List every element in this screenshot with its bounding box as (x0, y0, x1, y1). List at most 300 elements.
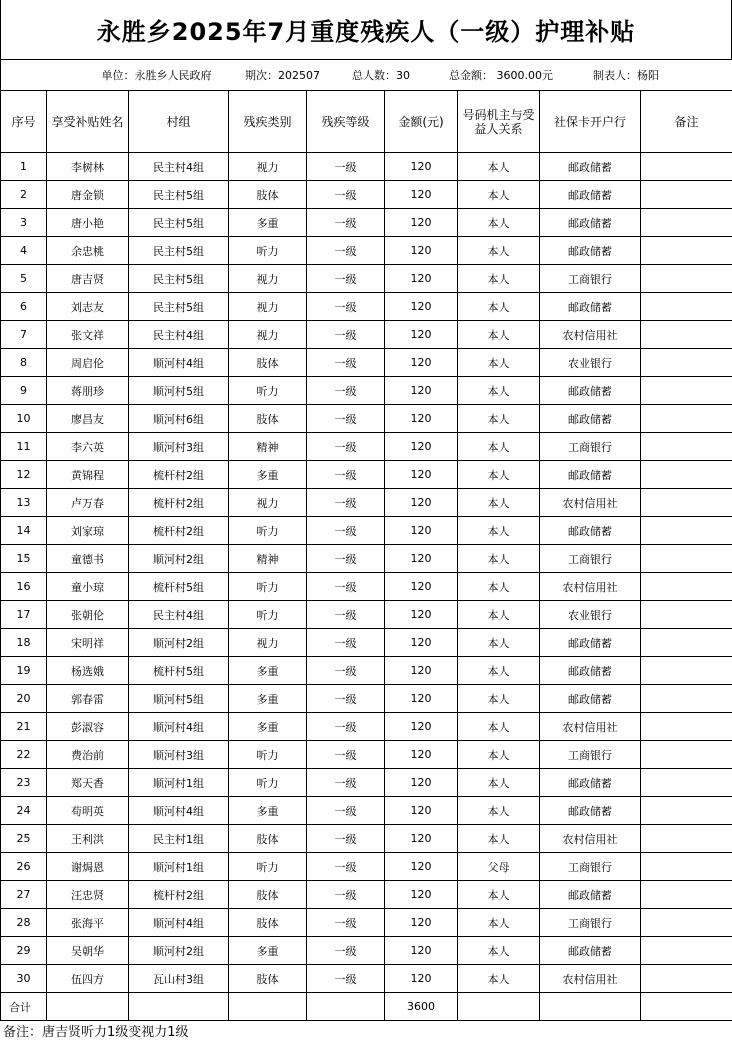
cell-name: 刘志友 (47, 293, 129, 321)
cell-disability-type: 听力 (229, 517, 307, 545)
cell-disability-level: 一级 (307, 657, 385, 685)
cell-village: 顺河村4组 (129, 797, 229, 825)
cell-disability-level: 一级 (307, 265, 385, 293)
cell-disability-type: 听力 (229, 741, 307, 769)
cell-index: 27 (1, 881, 47, 909)
cell-disability-type: 听力 (229, 601, 307, 629)
cell-disability-level: 一级 (307, 181, 385, 209)
cell-remark (641, 433, 732, 461)
cell-amount: 120 (385, 937, 458, 965)
cell-relation: 本人 (458, 769, 540, 797)
total-label: 合计 (1, 993, 47, 1021)
cell-index: 28 (1, 909, 47, 937)
col-header-index: 序号 (1, 91, 47, 153)
cell-relation: 本人 (458, 909, 540, 937)
cell-remark (641, 853, 732, 881)
cell-relation: 本人 (458, 713, 540, 741)
cell-bank: 邮政储蓄 (540, 881, 641, 909)
cell-village: 顺河村4组 (129, 349, 229, 377)
empty-cell (129, 993, 229, 1021)
cell-amount: 120 (385, 769, 458, 797)
cell-disability-level: 一级 (307, 433, 385, 461)
cell-relation: 本人 (458, 433, 540, 461)
empty-cell (458, 993, 540, 1021)
cell-relation: 本人 (458, 209, 540, 237)
cell-bank: 邮政储蓄 (540, 293, 641, 321)
empty-cell (47, 993, 129, 1021)
cell-remark (641, 797, 732, 825)
cell-relation: 本人 (458, 181, 540, 209)
table-row (1, 517, 732, 545)
table-row (1, 629, 732, 657)
cell-disability-type: 多重 (229, 685, 307, 713)
cell-index: 19 (1, 657, 47, 685)
cell-remark (641, 601, 732, 629)
cell-amount: 120 (385, 153, 458, 181)
cell-bank: 邮政储蓄 (540, 629, 641, 657)
cell-disability-type: 肢体 (229, 881, 307, 909)
cell-amount: 120 (385, 321, 458, 349)
cell-bank: 工商银行 (540, 741, 641, 769)
cell-bank: 邮政储蓄 (540, 657, 641, 685)
cell-disability-type: 精神 (229, 433, 307, 461)
table-row (1, 797, 732, 825)
cell-amount: 120 (385, 741, 458, 769)
cell-name: 廖昌友 (47, 405, 129, 433)
cell-name: 刘家琼 (47, 517, 129, 545)
cell-index: 20 (1, 685, 47, 713)
cell-remark (641, 937, 732, 965)
cell-disability-level: 一级 (307, 349, 385, 377)
cell-disability-type: 肢体 (229, 181, 307, 209)
info-row (1, 60, 732, 91)
cell-relation: 本人 (458, 601, 540, 629)
cell-disability-level: 一级 (307, 545, 385, 573)
cell-bank: 邮政储蓄 (540, 153, 641, 181)
cell-index: 4 (1, 237, 47, 265)
cell-village: 梳杆村2组 (129, 489, 229, 517)
cell-index: 2 (1, 181, 47, 209)
table-row (1, 489, 732, 517)
table-row (1, 377, 732, 405)
cell-relation: 本人 (458, 797, 540, 825)
table-row (1, 965, 732, 993)
cell-amount: 120 (385, 181, 458, 209)
cell-remark (641, 321, 732, 349)
cell-disability-type: 多重 (229, 657, 307, 685)
cell-remark (641, 545, 732, 573)
cell-name: 张文祥 (47, 321, 129, 349)
cell-amount: 120 (385, 349, 458, 377)
cell-village: 梳杆村2组 (129, 461, 229, 489)
cell-relation: 本人 (458, 517, 540, 545)
cell-disability-type: 肢体 (229, 909, 307, 937)
cell-disability-level: 一级 (307, 853, 385, 881)
cell-village: 民主村4组 (129, 153, 229, 181)
cell-name: 李六英 (47, 433, 129, 461)
cell-amount: 120 (385, 461, 458, 489)
cell-index: 24 (1, 797, 47, 825)
cell-bank: 邮政储蓄 (540, 461, 641, 489)
table-row (1, 433, 732, 461)
cell-relation: 本人 (458, 825, 540, 853)
cell-village: 瓦山村3组 (129, 965, 229, 993)
cell-village: 顺河村2组 (129, 545, 229, 573)
cell-disability-type: 听力 (229, 377, 307, 405)
cell-village: 顺河村6组 (129, 405, 229, 433)
cell-village: 顺河村1组 (129, 853, 229, 881)
cell-relation: 本人 (458, 489, 540, 517)
cell-index: 15 (1, 545, 47, 573)
cell-remark (641, 489, 732, 517)
cell-name: 伍四方 (47, 965, 129, 993)
cell-relation: 本人 (458, 741, 540, 769)
cell-remark (641, 741, 732, 769)
cell-name: 黄锦程 (47, 461, 129, 489)
cell-disability-type: 肢体 (229, 965, 307, 993)
table-row (1, 545, 732, 573)
cell-disability-level: 一级 (307, 321, 385, 349)
cell-bank: 工商银行 (540, 433, 641, 461)
cell-relation: 本人 (458, 405, 540, 433)
cell-amount: 120 (385, 713, 458, 741)
header-row (1, 91, 732, 153)
cell-disability-level: 一级 (307, 965, 385, 993)
cell-index: 29 (1, 937, 47, 965)
cell-bank: 邮政储蓄 (540, 937, 641, 965)
cell-remark (641, 573, 732, 601)
info-unit: 单位：永胜乡人民政府 (101, 69, 212, 82)
cell-remark (641, 965, 732, 993)
cell-index: 8 (1, 349, 47, 377)
cell-index: 17 (1, 601, 47, 629)
cell-amount: 120 (385, 685, 458, 713)
cell-remark (641, 181, 732, 209)
cell-village: 梳杆村2组 (129, 517, 229, 545)
cell-name: 童小琼 (47, 573, 129, 601)
cell-remark (641, 629, 732, 657)
cell-relation: 本人 (458, 321, 540, 349)
cell-village: 民主村5组 (129, 181, 229, 209)
cell-remark (641, 713, 732, 741)
cell-village: 梳杆村2组 (129, 881, 229, 909)
cell-index: 16 (1, 573, 47, 601)
table-row (1, 181, 732, 209)
cell-name: 张朝伦 (47, 601, 129, 629)
cell-index: 11 (1, 433, 47, 461)
cell-amount: 120 (385, 265, 458, 293)
cell-village: 顺河村4组 (129, 713, 229, 741)
cell-village: 民主村1组 (129, 825, 229, 853)
table-row (1, 741, 732, 769)
cell-amount: 120 (385, 209, 458, 237)
cell-disability-type: 肢体 (229, 405, 307, 433)
cell-remark (641, 349, 732, 377)
cell-remark (641, 825, 732, 853)
cell-disability-type: 精神 (229, 545, 307, 573)
cell-index: 21 (1, 713, 47, 741)
cell-remark (641, 405, 732, 433)
table-row (1, 853, 732, 881)
cell-name: 周启伦 (47, 349, 129, 377)
cell-disability-type: 视力 (229, 293, 307, 321)
cell-name: 彭淑容 (47, 713, 129, 741)
cell-relation: 本人 (458, 293, 540, 321)
cell-amount: 120 (385, 573, 458, 601)
cell-index: 9 (1, 377, 47, 405)
page-title: 永胜乡2025年7月重度残疾人（一级）护理补贴 (0, 0, 732, 59)
cell-relation: 本人 (458, 937, 540, 965)
col-header-disability-level: 残疾等级 (307, 91, 385, 153)
cell-village: 顺河村3组 (129, 433, 229, 461)
total-amount: 3600 (385, 993, 458, 1021)
cell-amount: 120 (385, 797, 458, 825)
cell-name: 杨选娥 (47, 657, 129, 685)
cell-disability-level: 一级 (307, 769, 385, 797)
info-preparer: 制表人：杨阳 (593, 69, 659, 82)
total-row (1, 993, 732, 1021)
cell-relation: 本人 (458, 545, 540, 573)
info-total-amount: 总金额： 3600.00元 (449, 69, 553, 82)
cell-disability-type: 视力 (229, 321, 307, 349)
cell-name: 张海平 (47, 909, 129, 937)
cell-amount: 120 (385, 293, 458, 321)
cell-name: 汪忠贤 (47, 881, 129, 909)
cell-disability-type: 多重 (229, 937, 307, 965)
cell-index: 23 (1, 769, 47, 797)
cell-disability-level: 一级 (307, 909, 385, 937)
cell-bank: 农村信用社 (540, 489, 641, 517)
cell-disability-level: 一级 (307, 713, 385, 741)
info-period: 期次：202507 (245, 69, 320, 82)
cell-village: 顺河村5组 (129, 377, 229, 405)
cell-remark (641, 685, 732, 713)
info-total-people: 总人数：30 (352, 69, 410, 82)
cell-name: 宋明祥 (47, 629, 129, 657)
cell-village: 梳杆村5组 (129, 657, 229, 685)
cell-disability-level: 一级 (307, 573, 385, 601)
cell-disability-level: 一级 (307, 461, 385, 489)
cell-amount: 120 (385, 657, 458, 685)
cell-amount: 120 (385, 629, 458, 657)
cell-remark (641, 461, 732, 489)
cell-disability-type: 听力 (229, 769, 307, 797)
table-row (1, 937, 732, 965)
cell-bank: 邮政储蓄 (540, 517, 641, 545)
cell-disability-level: 一级 (307, 209, 385, 237)
cell-index: 25 (1, 825, 47, 853)
cell-village: 民主村5组 (129, 209, 229, 237)
cell-name: 蒋朋珍 (47, 377, 129, 405)
cell-amount: 120 (385, 489, 458, 517)
table-row (1, 209, 732, 237)
table-row (1, 237, 732, 265)
empty-cell (540, 993, 641, 1021)
table-row (1, 601, 732, 629)
cell-disability-level: 一级 (307, 937, 385, 965)
table-row (1, 265, 732, 293)
cell-index: 30 (1, 965, 47, 993)
cell-relation: 本人 (458, 629, 540, 657)
cell-relation: 本人 (458, 349, 540, 377)
cell-bank: 邮政储蓄 (540, 405, 641, 433)
cell-bank: 农村信用社 (540, 713, 641, 741)
table-row (1, 321, 732, 349)
cell-name: 唐金锁 (47, 181, 129, 209)
table-row (1, 881, 732, 909)
cell-index: 22 (1, 741, 47, 769)
table-row (1, 153, 732, 181)
cell-bank: 邮政储蓄 (540, 237, 641, 265)
cell-village: 顺河村2组 (129, 629, 229, 657)
cell-bank: 农村信用社 (540, 573, 641, 601)
cell-bank: 农村信用社 (540, 965, 641, 993)
cell-name: 谢焗恩 (47, 853, 129, 881)
cell-relation: 本人 (458, 237, 540, 265)
cell-amount: 120 (385, 601, 458, 629)
cell-village: 顺河村4组 (129, 909, 229, 937)
cell-bank: 邮政储蓄 (540, 181, 641, 209)
cell-bank: 工商银行 (540, 265, 641, 293)
cell-village: 顺河村1组 (129, 769, 229, 797)
cell-remark (641, 265, 732, 293)
cell-name: 唐吉贤 (47, 265, 129, 293)
empty-cell (641, 993, 732, 1021)
cell-amount: 120 (385, 517, 458, 545)
table-row (1, 713, 732, 741)
cell-amount: 120 (385, 825, 458, 853)
cell-relation: 父母 (458, 853, 540, 881)
cell-bank: 农业银行 (540, 601, 641, 629)
cell-relation: 本人 (458, 965, 540, 993)
cell-name: 卢万春 (47, 489, 129, 517)
cell-disability-type: 视力 (229, 153, 307, 181)
cell-name: 苟明英 (47, 797, 129, 825)
cell-amount: 120 (385, 881, 458, 909)
col-header-name: 享受补贴姓名 (47, 91, 129, 153)
col-header-disability-type: 残疾类别 (229, 91, 307, 153)
cell-disability-level: 一级 (307, 489, 385, 517)
table-row (1, 573, 732, 601)
cell-disability-level: 一级 (307, 377, 385, 405)
cell-bank: 农业银行 (540, 349, 641, 377)
cell-remark (641, 377, 732, 405)
cell-disability-level: 一级 (307, 797, 385, 825)
cell-name: 费治前 (47, 741, 129, 769)
cell-relation: 本人 (458, 461, 540, 489)
cell-index: 26 (1, 853, 47, 881)
col-header-village: 村组 (129, 91, 229, 153)
cell-village: 梳杆村5组 (129, 573, 229, 601)
empty-cell (307, 993, 385, 1021)
cell-bank: 邮政储蓄 (540, 377, 641, 405)
cell-remark (641, 657, 732, 685)
cell-disability-level: 一级 (307, 881, 385, 909)
cell-remark (641, 909, 732, 937)
table-row (1, 825, 732, 853)
cell-name: 王利洪 (47, 825, 129, 853)
cell-remark (641, 517, 732, 545)
table-row (1, 293, 732, 321)
table-row (1, 769, 732, 797)
cell-disability-type: 听力 (229, 237, 307, 265)
cell-index: 18 (1, 629, 47, 657)
cell-disability-level: 一级 (307, 825, 385, 853)
cell-village: 民主村5组 (129, 265, 229, 293)
cell-disability-type: 多重 (229, 713, 307, 741)
cell-disability-type: 多重 (229, 209, 307, 237)
cell-village: 民主村5组 (129, 293, 229, 321)
cell-index: 1 (1, 153, 47, 181)
cell-village: 顺河村5组 (129, 685, 229, 713)
table-row (1, 657, 732, 685)
cell-relation: 本人 (458, 685, 540, 713)
cell-disability-type: 视力 (229, 489, 307, 517)
cell-amount: 120 (385, 433, 458, 461)
cell-disability-type: 听力 (229, 853, 307, 881)
cell-disability-type: 视力 (229, 629, 307, 657)
subsidy-table (0, 59, 732, 1021)
cell-bank: 工商银行 (540, 853, 641, 881)
cell-disability-type: 肢体 (229, 349, 307, 377)
cell-disability-level: 一级 (307, 517, 385, 545)
cell-index: 3 (1, 209, 47, 237)
cell-name: 唐小艳 (47, 209, 129, 237)
cell-remark (641, 881, 732, 909)
cell-bank: 工商银行 (540, 909, 641, 937)
cell-disability-level: 一级 (307, 685, 385, 713)
cell-amount: 120 (385, 909, 458, 937)
cell-index: 13 (1, 489, 47, 517)
col-header-amount: 金额(元) (385, 91, 458, 153)
table-row (1, 405, 732, 433)
cell-remark (641, 293, 732, 321)
cell-relation: 本人 (458, 153, 540, 181)
empty-cell (229, 993, 307, 1021)
cell-index: 7 (1, 321, 47, 349)
cell-bank: 农村信用社 (540, 825, 641, 853)
cell-name: 吴朝华 (47, 937, 129, 965)
cell-disability-level: 一级 (307, 405, 385, 433)
footer-note: 备注：唐吉贤听力1级变视力1级 (3, 1025, 189, 1040)
table-row (1, 685, 732, 713)
cell-disability-type: 视力 (229, 265, 307, 293)
table-row (1, 461, 732, 489)
cell-remark (641, 153, 732, 181)
cell-bank: 邮政储蓄 (540, 685, 641, 713)
col-header-bank: 社保卡开户行 (540, 91, 641, 153)
cell-name: 郭春雷 (47, 685, 129, 713)
cell-disability-level: 一级 (307, 153, 385, 181)
cell-amount: 120 (385, 405, 458, 433)
cell-village: 民主村4组 (129, 321, 229, 349)
cell-village: 民主村5组 (129, 237, 229, 265)
cell-amount: 120 (385, 965, 458, 993)
table-row (1, 349, 732, 377)
cell-disability-level: 一级 (307, 741, 385, 769)
cell-disability-type: 多重 (229, 797, 307, 825)
cell-remark (641, 237, 732, 265)
cell-village: 顺河村3组 (129, 741, 229, 769)
cell-disability-type: 肢体 (229, 825, 307, 853)
cell-remark (641, 769, 732, 797)
cell-bank: 邮政储蓄 (540, 797, 641, 825)
cell-remark (641, 209, 732, 237)
cell-relation: 本人 (458, 377, 540, 405)
cell-index: 12 (1, 461, 47, 489)
cell-bank: 工商银行 (540, 545, 641, 573)
cell-disability-level: 一级 (307, 629, 385, 657)
